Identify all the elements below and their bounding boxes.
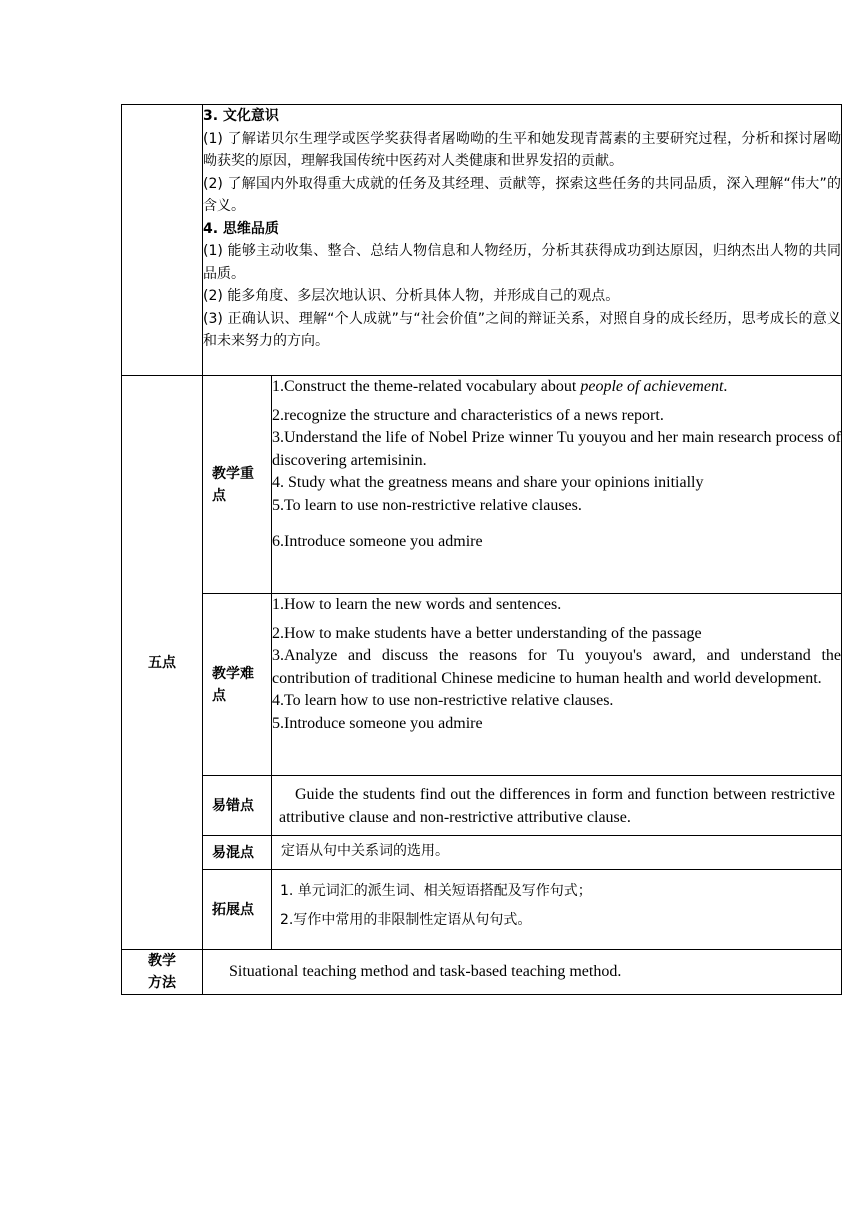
difficult-point-item: 5.Introduce someone you admire xyxy=(272,714,483,732)
teaching-method-text: Situational teaching method and task-based teaching method. xyxy=(203,950,842,995)
confusing-row xyxy=(122,836,842,870)
key-points-row xyxy=(122,376,842,594)
error-prone-label: 易错点 xyxy=(203,776,272,836)
confusing-label: 易混点 xyxy=(203,836,272,870)
difficult-point-item: 3.Analyze and discuss the reasons for Tu youyou's award, and understand the contribution of traditional Chinese medicine to human health and world development. xyxy=(272,647,841,687)
difficult-points-label: 教学难点 xyxy=(203,594,272,776)
extension-label: 拓展点 xyxy=(203,870,272,950)
key-point-1-italic: people of achievement xyxy=(580,378,724,395)
culture-thinking-row xyxy=(122,105,842,376)
difficult-point-item: 1.How to learn the new words and sentences. xyxy=(272,596,562,613)
extension-item: 1. 单元词汇的派生词、相关短语搭配及写作句式； xyxy=(280,883,592,899)
difficult-point-item: 4.To learn how to use non-restrictive relative clauses. xyxy=(272,692,614,709)
culture-item: (2) 了解国内外取得重大成就的任务及其经理、贡献等，探索这些任务的共同品质，深入理解“伟大”的含义。 xyxy=(203,175,841,214)
extension-row xyxy=(122,870,842,950)
thinking-item: (2) 能多角度、多层次地认识、分析具体人物，并形成自己的观点。 xyxy=(203,288,620,304)
extension-content xyxy=(272,870,842,950)
key-point-item: 6.Introduce someone you admire xyxy=(272,533,483,550)
extension-item: 2.写作中常用的非限制性定语从句句式。 xyxy=(280,911,532,928)
teaching-method-label xyxy=(122,950,203,995)
lesson-plan-table xyxy=(121,104,842,995)
key-point-item: 5.To learn to use non-restrictive relative clauses. xyxy=(272,496,582,514)
empty-label-cell xyxy=(122,105,203,376)
teaching-method-label-line1: 教学 xyxy=(148,953,176,969)
key-point-item: 2.recognize the structure and characteristics of a news report. xyxy=(272,406,664,424)
thinking-item: (1) 能够主动收集、整合、总结人物信息和人物经历，分析其获得成功到达原因，归纳杰出人物的共同品质。 xyxy=(203,243,841,282)
key-points-content xyxy=(272,376,842,594)
culture-item: (1) 了解诺贝尔生理学或医学奖获得者屠呦呦的生平和她发现青蒿素的主要研究过程，分析和探讨屠呦呦获奖的原因，理解我国传统中医药对人类健康和世界发招的贡献。 xyxy=(203,130,841,169)
difficult-point-item: 2.How to make students have a better understanding of the passage xyxy=(272,624,702,642)
confusing-text: 定语从句中关系词的选用。 xyxy=(272,836,842,870)
key-points-label: 教学重点 xyxy=(203,376,272,594)
key-point-item: 3.Understand the life of Nobel Prize winner Tu youyou and her main research process of discovering artemisinin. xyxy=(272,429,841,469)
error-prone-row xyxy=(122,776,842,836)
thinking-heading: 4. 思维品质 xyxy=(203,220,279,237)
key-point-item xyxy=(272,376,841,399)
teaching-method-label-line2: 方法 xyxy=(148,975,176,991)
difficult-points-row xyxy=(122,594,842,776)
five-points-label: 五点 xyxy=(122,376,203,950)
culture-heading: 3. 文化意识 xyxy=(203,108,279,124)
teaching-method-row xyxy=(122,950,842,995)
difficult-points-content xyxy=(272,594,842,776)
thinking-item: (3) 正确认识、理解“个人成就”与“社会价值”之间的辩证关系，对照自身的成长经历，思考成长的意义和未来努力的方向。 xyxy=(203,310,841,349)
key-point-item: 4. Study what the greatness means and share your opinions initially xyxy=(272,474,704,491)
error-prone-text: Guide the students find out the differences in form and function between restrictive attributive clause and non-restrictive attributive clause. xyxy=(272,776,842,836)
key-point-1-suffix: . xyxy=(723,378,728,395)
key-point-1-prefix: 1.Construct the theme-related vocabulary about xyxy=(272,378,581,395)
culture-thinking-cell xyxy=(203,105,842,376)
